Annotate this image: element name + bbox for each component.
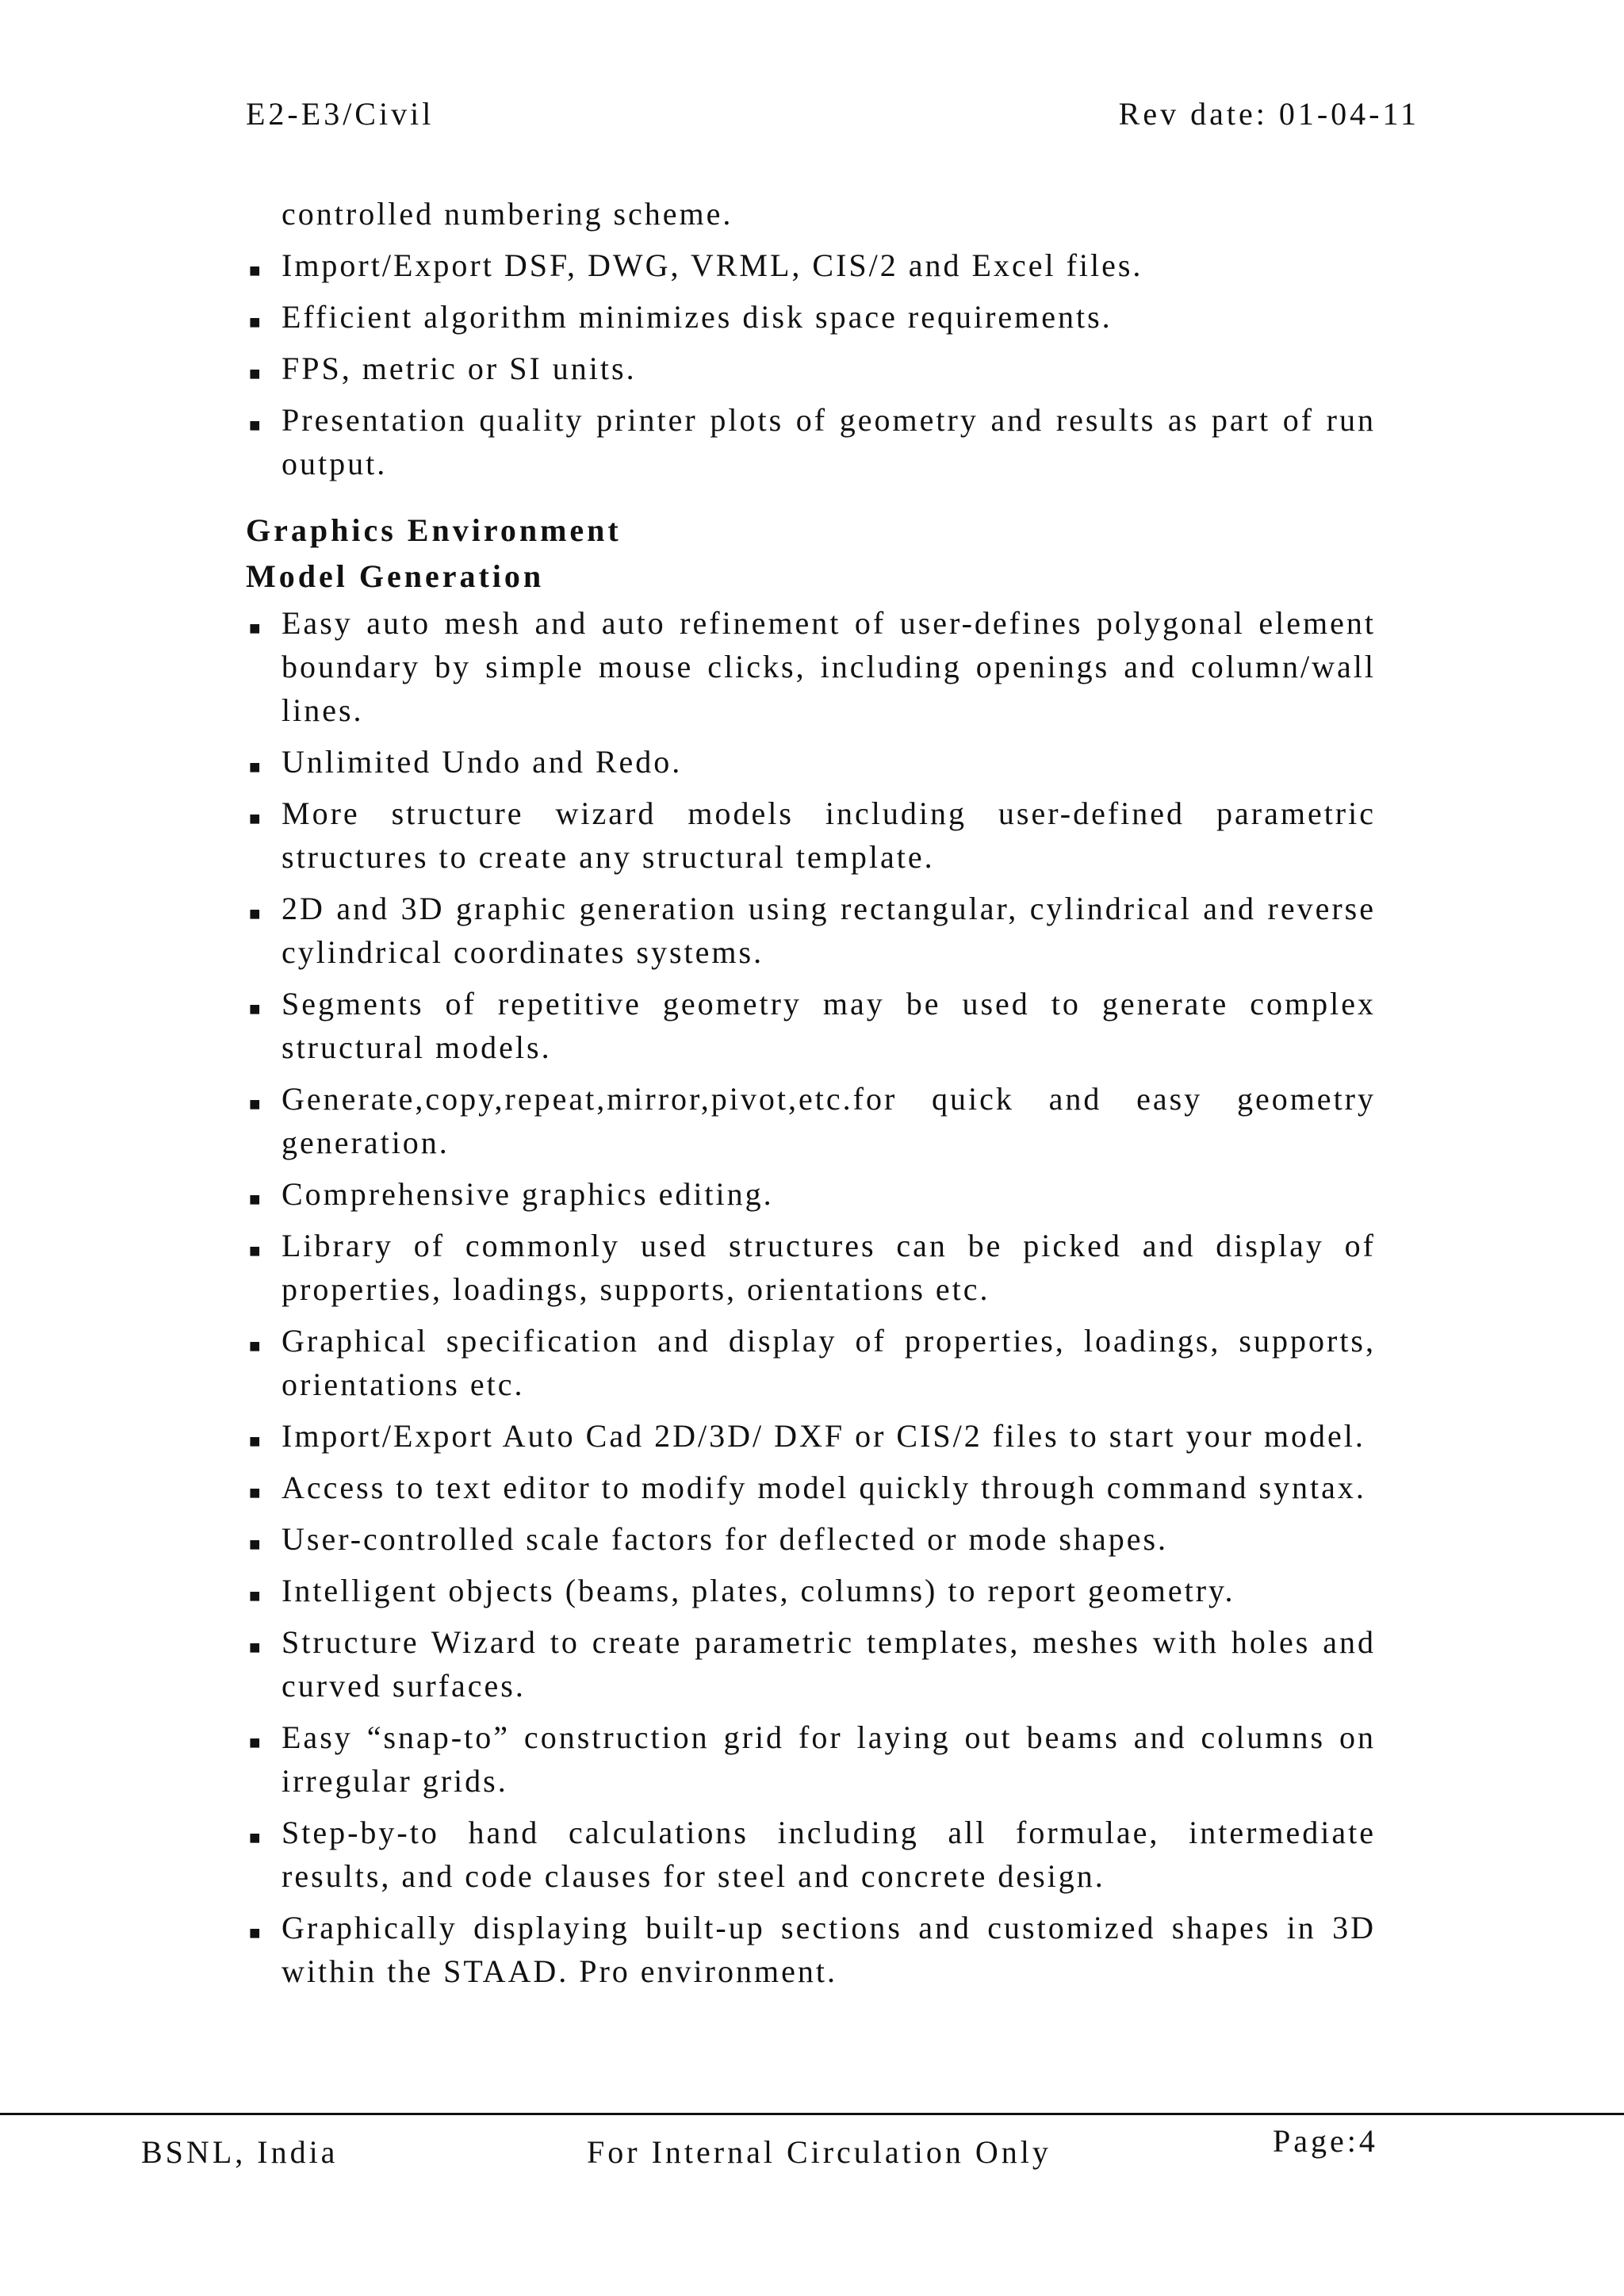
footer-organization: BSNL, India (141, 2134, 339, 2170)
square-bullet-icon: ■ (249, 757, 263, 778)
footer-page-number: Page:4 (1273, 2123, 1378, 2159)
section-heading-graphics-environment: Graphics Environment (246, 512, 622, 548)
list-item-text: Structure Wizard to create parametric templates, meshes with holes and curved surfaces. (282, 1624, 1376, 1704)
square-bullet-icon: ■ (249, 1638, 263, 1658)
list-item-text: Presentation quality printer plots of geometry and results as part of run output. (282, 402, 1376, 481)
list-item (246, 1620, 1376, 1708)
list-item-text: Easy auto mesh and auto refinement of user-defines polygonal element boundary by simple mouse clicks, including openings and column/wall lines. (282, 605, 1376, 728)
list-item-text: Import/Export Auto Cad 2D/3D/ DXF or CIS/2 files to start your model. (282, 1418, 1365, 1454)
list-item-text: 2D and 3D graphic generation using rectangular, cylindrical and reverse cylindrical coordinates systems. (282, 891, 1376, 970)
continued-text: controlled numbering scheme. (282, 196, 733, 232)
square-bullet-icon: ■ (249, 261, 263, 282)
feature-list-model-generation (246, 601, 1376, 1993)
list-item (246, 740, 1376, 784)
list-item-text: More structure wizard models including user-defined parametric structures to create any structural template. (282, 795, 1376, 875)
list-item-text: Segments of repetitive geometry may be used to generate complex structural models. (282, 986, 1376, 1065)
square-bullet-icon: ■ (249, 1828, 263, 1849)
list-item (246, 295, 1376, 339)
square-bullet-icon: ■ (249, 364, 263, 385)
list-item-text: Generate,copy,repeat,mirror,pivot,etc.for quick and easy geometry generation. (282, 1081, 1376, 1160)
list-item-text: Library of commonly used structures can be picked and display of properties, loadings, supports, orientations etc. (282, 1228, 1376, 1307)
square-bullet-icon: ■ (249, 1190, 263, 1210)
list-item (246, 1811, 1376, 1898)
list-item (246, 1569, 1376, 1612)
square-bullet-icon: ■ (249, 809, 263, 830)
list-item (246, 398, 1376, 485)
square-bullet-icon: ■ (249, 1241, 263, 1262)
list-item-text: Comprehensive graphics editing. (282, 1176, 774, 1212)
list-item (246, 982, 1376, 1069)
square-bullet-icon: ■ (249, 1336, 263, 1357)
list-item-text: User-controlled scale factors for deflected or mode shapes. (282, 1521, 1169, 1557)
list-item (246, 601, 1376, 732)
square-bullet-icon: ■ (249, 1586, 263, 1607)
footer-rule (0, 2113, 1624, 2115)
footer-circulation-note: For Internal Circulation Only (587, 2134, 1051, 2170)
square-bullet-icon: ■ (249, 416, 263, 436)
square-bullet-icon: ■ (249, 312, 263, 333)
list-item (246, 243, 1376, 287)
page-body (246, 192, 1376, 2001)
list-item-text: Step-by-to hand calculations including all formulae, intermediate results, and code clauses for steel and concrete design. (282, 1815, 1376, 1894)
list-item (246, 1077, 1376, 1164)
list-item (246, 1319, 1376, 1406)
list-item (246, 792, 1376, 879)
list-item-text: Unlimited Undo and Redo. (282, 744, 683, 780)
list-item-text: Import/Export DSF, DWG, VRML, CIS/2 and Excel files. (282, 247, 1143, 283)
feature-list-general (246, 243, 1376, 485)
square-bullet-icon: ■ (249, 1094, 263, 1115)
square-bullet-icon: ■ (249, 1483, 263, 1504)
list-item (246, 1466, 1376, 1509)
square-bullet-icon: ■ (249, 1432, 263, 1452)
list-item (246, 1172, 1376, 1216)
list-item (246, 347, 1376, 390)
section-heading-model-generation: Model Generation (246, 558, 545, 594)
list-item (246, 1224, 1376, 1311)
list-item (246, 1517, 1376, 1561)
square-bullet-icon: ■ (249, 619, 263, 639)
list-item-text: FPS, metric or SI units. (282, 351, 637, 386)
square-bullet-icon: ■ (249, 999, 263, 1020)
list-item-text: Access to text editor to modify model quickly through command syntax. (282, 1470, 1366, 1505)
list-item (246, 1906, 1376, 1993)
header-doc-code: E2-E3/Civil (246, 96, 435, 132)
list-item (246, 1414, 1376, 1458)
list-item-text: Efficient algorithm minimizes disk space requirements. (282, 299, 1113, 335)
square-bullet-icon: ■ (249, 1733, 263, 1754)
header-rev-date: Rev date: 01-04-11 (1118, 96, 1419, 132)
list-item (246, 1715, 1376, 1803)
list-item-text: Graphically displaying built-up sections and customized shapes in 3D within the STAAD. Pro environment. (282, 1910, 1376, 1989)
list-item-text: Easy “snap-to” construction grid for laying out beams and columns on irregular grids. (282, 1719, 1376, 1799)
list-item-text: Intelligent objects (beams, plates, columns) to report geometry. (282, 1573, 1235, 1608)
list-item-text: Graphical specification and display of properties, loadings, supports, orientations etc. (282, 1323, 1376, 1402)
square-bullet-icon: ■ (249, 1535, 263, 1555)
square-bullet-icon: ■ (249, 1923, 263, 1944)
list-item (246, 887, 1376, 974)
square-bullet-icon: ■ (249, 904, 263, 925)
